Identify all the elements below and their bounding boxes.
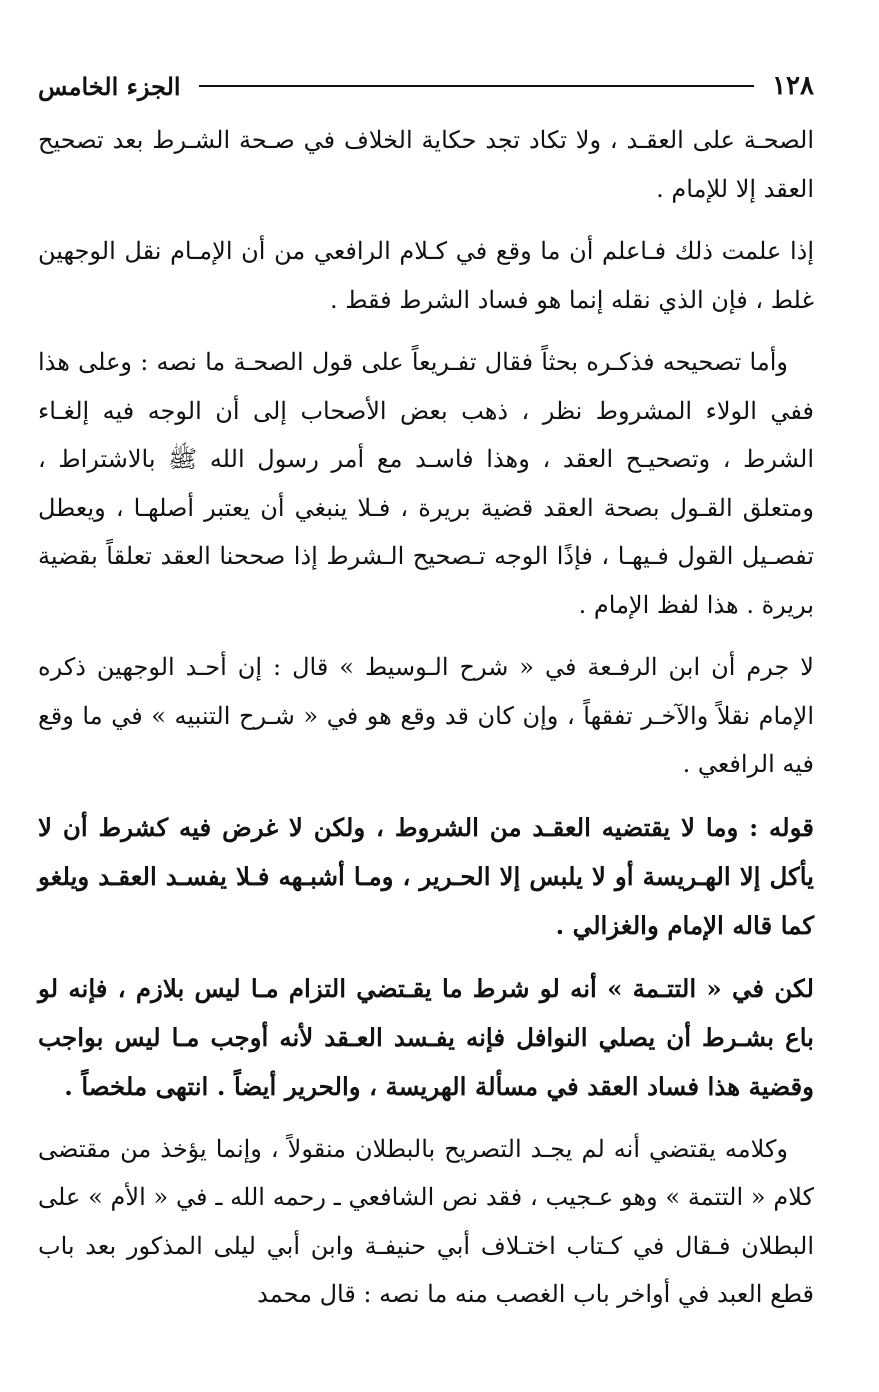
paragraph: إذا علمت ذلك فـاعلم أن ما وقع في كـلام الرافعي من أن الإمـام نقل الوجهين غلط ، فإن الذي نقله إنما هو فساد الشرط فقط . [38, 237, 814, 314]
page-header [38, 62, 814, 110]
paragraph: وأما تصحيحه فذكـره بحثاً فقال تفـريعاً على قول الصحـة ما نصه : وعلى هذا ففي الولاء المشروط نظر ، ذهب بعض الأصحاب إلى أن الوجه فيه إلغـاء الشرط ، وتصحيـح العقد ، وهذا فاسـد مع أمر رسول الله ﷺ بالاشتراط ، ومتعلق القـول بصحة العقد قضية بريرة ، فـلا ينبغي أن يعتبر أصلهـا ، ويعطل تفصـيل القول فـيهـا ، فإذًا الوجه تـصحيح الـشرط إذا صححنا العقد تعلقاً بقضية بريرة . هذا لفظ الإمام . [38, 348, 814, 619]
paragraph: وكلامه يقتضي أنه لم يجـد التصريح بالبطلان منقولاً ، وإنما يؤخذ من مقتضى كلام « التتمة » وهو عـجيب ، فقد نص الشافعي ـ رحمه الله ـ في « الأم » على البطلان فـقال في كـتاب اختـلاف أبي حنيفـة وابن أبي ليلى المذكور بعد باب قطع العبد في أواخر باب الغصب منه ما نصه : قال محمد [38, 1134, 814, 1308]
part-title: الجزء الخامس [38, 71, 181, 101]
page-number: ١٢٨ [772, 71, 814, 101]
quoted-paragraph: لكن في « التتـمة » أنه لو شرط ما يقـتضي التزام مـا ليس بلازم ، فإنه لو باع بشـرط أن يصلي النوافل فإنه يفـسد العـقد لأنه أوجب مـا ليس بواجب وقضية هذا فساد العقد في مسألة الهريسة ، والحرير أيضاً . انتهى ملخصاً . [38, 973, 814, 1101]
paragraph: الصحـة على العقـد ، ولا تكاد تجد حكاية الخلاف في صـحة الشـرط بعد تصحيح العقد إلا للإمام . [38, 126, 814, 203]
book-page [38, 62, 814, 1333]
quoted-paragraph: قوله : وما لا يقتضيه العقـد من الشروط ، ولكن لا غرض فيه كشرط أن لا يأكل إلا الهـريسة أو لا يلبس إلا الحـرير ، ومـا أشبـهه فـلا يفسـد العقـد ويلغو كما قاله الإمام والغزالي . [38, 812, 814, 940]
page-body [38, 116, 814, 1319]
header-divider [199, 85, 755, 87]
paragraph: لا جرم أن ابن الرفـعة في « شرح الـوسيط » قال : إن أحـد الوجهين ذكره الإمام نقلاً والآخـر تفقهاً ، وإن كان قد وقع هو في « شـرح التنبيه » في ما وقع فيه الرافعي . [38, 653, 814, 778]
